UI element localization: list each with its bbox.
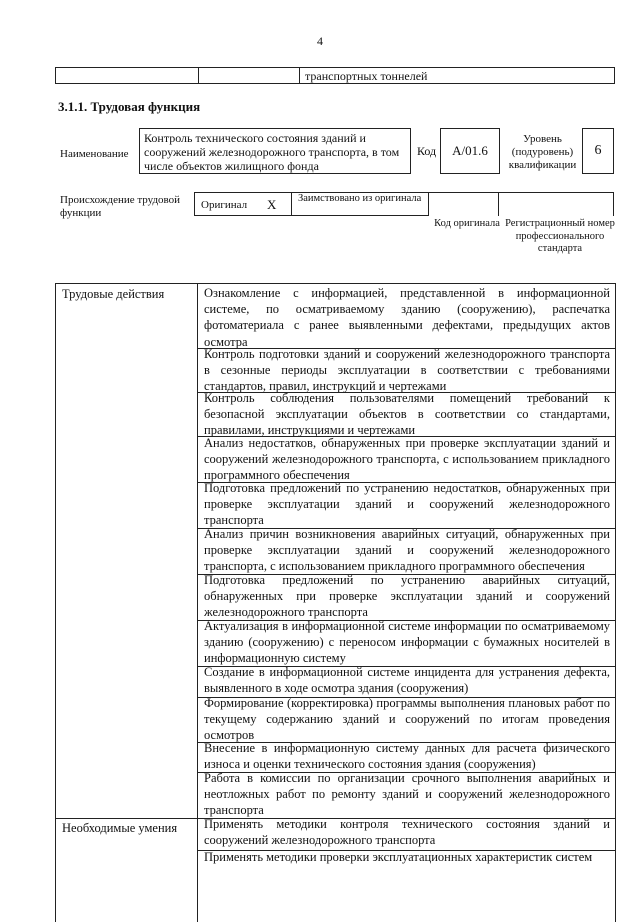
labor-action-5: Подготовка предложений по устранению недостатков, обнаруженных при проверке эксплуатации зданий и сооружений железнодорожного транспорта bbox=[204, 481, 610, 528]
skills-label: Необходимые умения bbox=[62, 821, 178, 835]
labor-action-1: Ознакомление с информацией, представленной в информационной системе, по осматриваемому зданию (сооружению), распечатка фотоматериала с ранее выявленными дефектами, предыдущих актов осмотра bbox=[204, 286, 610, 349]
previous-table-strip bbox=[55, 67, 615, 84]
level-label: Уровень (подуровень) квалификации bbox=[508, 133, 577, 171]
skill-2: Применять методики проверки эксплуатационных характеристик систем bbox=[204, 850, 593, 864]
labor-action-9: Создание в информационной системе инцидента для устранения дефекта, выявленного в ходе осмотра здания (сооружения) bbox=[204, 665, 610, 696]
reg-number-cell bbox=[499, 192, 614, 216]
labor-actions-label: Трудовые действия bbox=[62, 287, 165, 301]
skill-1: Применять методики контроля технического состояния зданий и сооружений железнодорожного транспорта bbox=[204, 817, 610, 848]
labor-action-12: Работа в комиссии по организации срочного выполнения аварийных и неотложных работ по ремонту зданий и сооружений железнодорожного транспорта bbox=[204, 771, 610, 818]
borrowed-cell bbox=[292, 192, 429, 216]
labor-action-7: Подготовка предложений по устранению аварийных ситуаций, обнаруженных при проверке эксплуатации зданий и сооружений железнодорожного транспорта bbox=[204, 573, 610, 620]
original-cell bbox=[194, 192, 292, 216]
labor-action-11: Внесение в информационную систему данных для расчета физического износа и оценки технического состояния здания (сооружения) bbox=[204, 741, 610, 772]
original-label: Оригинал bbox=[201, 199, 248, 211]
labor-action-8: Актуализация в информационной системе информации по осматриваемому зданию (сооружению) с переносом информации с бумажных носителей в информационную систему bbox=[204, 619, 610, 666]
origin-row bbox=[194, 192, 614, 216]
naming-label: Наименование bbox=[60, 148, 129, 160]
code-label: Код bbox=[417, 144, 437, 158]
borrowed-label: Заимствовано из оригинала bbox=[298, 193, 422, 204]
origin-label: Происхождение трудовой функции bbox=[60, 194, 181, 219]
section-title: 3.1.1. Трудовая функция bbox=[58, 99, 201, 114]
code-box: A/01.6 bbox=[440, 128, 500, 174]
strip-cell-text: транспортных тоннелей bbox=[305, 69, 428, 83]
code-original-cell bbox=[429, 192, 499, 216]
labor-action-3: Контроль соблюдения пользователями помещений требований к безопасной эксплуатации объектов в соответствии со стандартами, правилами, инструкциями и чертежами bbox=[204, 391, 610, 438]
labor-action-4: Анализ недостатков, обнаруженных при проверке эксплуатации зданий и сооружений железнодорожного транспорта, с использованием прикладного программного обеспечения bbox=[204, 436, 610, 483]
code-original-label: Код оригинала bbox=[434, 218, 500, 229]
strip-cell-1 bbox=[56, 68, 199, 83]
original-mark: X bbox=[267, 197, 277, 212]
main-table bbox=[55, 283, 616, 922]
page-number: 4 bbox=[317, 34, 323, 48]
labor-action-2: Контроль подготовки зданий и сооружений железнодорожного транспорта в сезонные периоды эксплуатации в соответствии с требованиями стандартов, правил, инструкций и чертежами bbox=[204, 347, 610, 394]
labor-action-6: Анализ причин возникновения аварийных ситуаций, обнаруженных при проверке эксплуатации зданий и сооружений железнодорожного транспорта, с использованием прикладного программного обеспечения bbox=[204, 527, 610, 574]
level-box: 6 bbox=[582, 128, 614, 174]
reg-number-label: Регистрационный номер профессионального стандарта bbox=[505, 218, 615, 254]
labor-action-10: Формирование (корректировка) программы выполнения плановых работ по текущему содержанию зданий и сооружений по итогам проведения осмотров bbox=[204, 696, 610, 743]
function-name-box: Контроль технического состояния зданий и сооружений железнодорожного транспорта, в том числе объектов жилищного фонда bbox=[139, 128, 411, 174]
strip-cell-2 bbox=[198, 68, 300, 83]
